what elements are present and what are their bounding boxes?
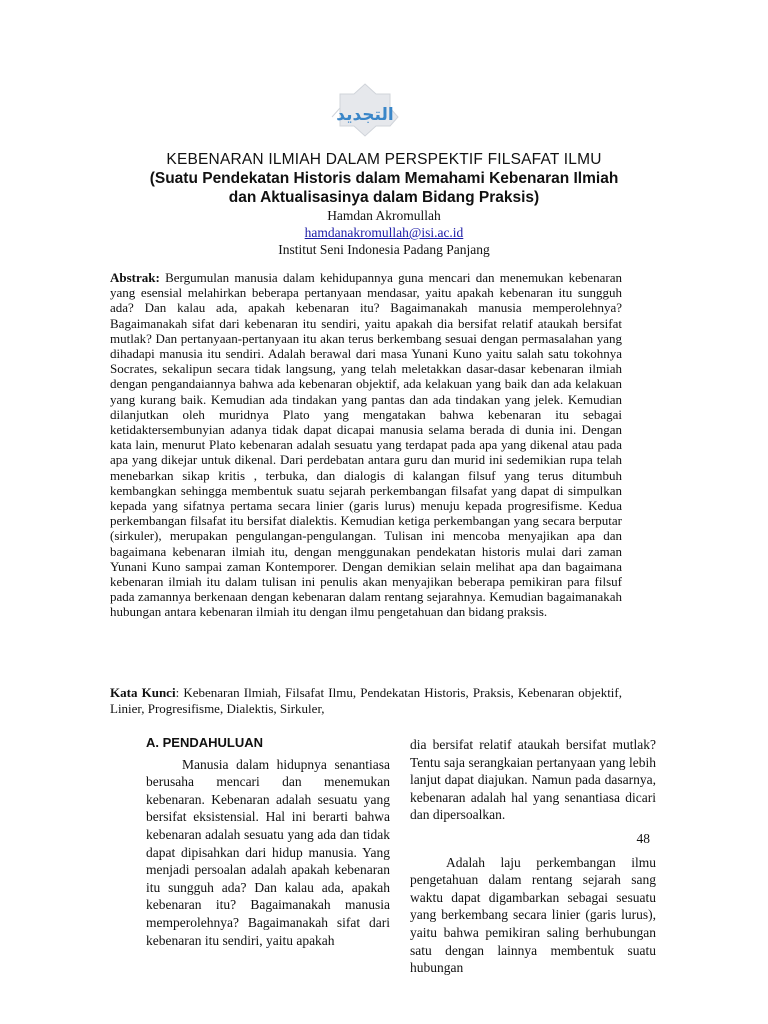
journal-logo <box>330 82 400 140</box>
body-paragraph: Manusia dalam hidupnya senantiasa berusaha mencari dan menemukan kebenaran. Kebenaran adalah sesuatu yang bersifat eksistensial. Hal ini berarti bahwa kebenaran adalah sesuatu yang ada dan tidak dapat dipisahkan dari hidup manusia. Yang menjadi persoalan adalah apakah kebenaran itu sungguh ada? Dan kalau ada, apakah kebenaran itu? Bagaimanakah manusia memperolehnya? Bagaimanakah sifat dari kebenaran itu sendiri, yaitu apakah <box>146 756 390 948</box>
logo-text: التجديد <box>336 105 394 125</box>
author-email-link[interactable]: hamdanakromullah@isi.ac.id <box>304 225 464 240</box>
paper-subtitle-line2: dan Aktualisasinya dalam Bidang Praksis) <box>228 189 540 206</box>
page-number: 48 <box>636 830 650 846</box>
title-block <box>60 150 708 258</box>
author-name: Hamdan Akromullah <box>327 208 441 223</box>
abstract <box>110 270 622 620</box>
keywords <box>110 685 622 717</box>
abstract-label: Abstrak: <box>110 270 160 285</box>
body-paragraph: dia bersifat relatif ataukah bersifat mutlak? Tentu saja serangkaian pertanyaan yang lebih lanjut dapat diajukan. Namun pada dasarnya, kebenaran adalah hal yang senantiasa dicari dan dipersoalkan. <box>410 737 656 823</box>
body-column-right <box>410 736 656 977</box>
body-paragraph: Adalah laju perkembangan ilmu pengetahuan dalam rentang sejarah sang waktu dapat digambarkan sebagai sesuatu yang berkembang secara linier (garis lurus), yaitu bahwa pemikiran saling berhubungan satu dengan lainnya membentuk suatu hubungan <box>410 854 656 976</box>
paper-title: KEBENARAN ILMIAH DALAM PERSPEKTIF FILSAFAT ILMU <box>166 151 602 168</box>
paper-subtitle-line1: (Suatu Pendekatan Historis dalam Memahami Kebenaran Ilmiah <box>149 170 619 187</box>
keywords-label: Kata Kunci <box>110 685 176 700</box>
abstract-text: Bergumulan manusia dalam kehidupannya guna mencari dan menemukan kebenaran yang esensial melahirkan beberapa pertanyaan mendasar, yaitu apakah kebenaran itu sungguh ada? Dan kalau ada, apakah kebenaran itu? Bagaimanakah manusia memperolehnya? Bagaimanakah sifat dari kebenaran itu sendiri, yaitu apakah dia bersifat relatif ataukah bersifat mutlak? Dan pertanyaan-pertanyaan itu akan terus berkembang sesuai dengan permasalahan yang dihadapi manusia itu sendiri. Adalah berawal dari masa Yunani Kuno yaitu salah satu tokohnya Socrates, sekalipun secara tidak langsung, yang telah meletakkan dasar-dasar kebenaran ilmiah dengan pengandaiannya bahwa ada kebenaran objektif, ada kelakuan yang baik dan ada kelakuan yang kurang baik. Kemudian ada tindakan yang pantas dan ada tindakan yang jelek. Kemudian dilanjutkan oleh muridnya Plato yang mengatakan bahwa kebenaran itu sebagai ketidaktersembunyian adanya tidak dapat dicapai manusia selama berada di dunia ini. Dengan kata lain, menurut Plato kebenaran adalah sesuatu yang terdapat pada apa yang dikenal atau pada apa yang dikejar untuk dikenal. Dari perdebatan antara guru dan murid ini sedemikian rupa telah menebarkan sikap kritis , terbuka, dan dialogis di kalangan filsuf yang terus ditumbuh kembangkan sehingga membentuk suatu sejarah perkembangan filsafat yang dapat di simpulkan kepada yang sifatnya pertama secara linier (garis lurus) menuju kepada progresifisme. Kedua perkembangan filsafat itu bersifat dialektis. Kemudian ketiga perkembangan yang secara berputar (sirkuler), merupakan pengulangan-pengulangan. Tulisan ini mencoba menyajikan apa dan bagaimana kebenaran ilmiah itu, dengan menggunakan pendekatan historis mulai dari zaman Yunani Kuno sampai zaman Kontemporer. Dengan demikian selain melihat apa dan bagaimana kebenaran ilmiah itu dalam tulisan ini penulis akan menyajikan beberapa pemikiran para filsuf pada zamannya berkenaan dengan kebenaran dalam rentang sejarahnya. Kemudian bagaimanakah hubungan antara kebenaran ilmiah itu dengan ilmu pengetahuan dan bidang praksis. <box>110 270 622 620</box>
author-institution: Institut Seni Indonesia Padang Panjang <box>278 242 490 257</box>
section-heading: A. PENDAHULUAN <box>146 735 263 750</box>
keywords-text: : Kebenaran Ilmiah, Filsafat Ilmu, Pendekatan Historis, Praksis, Kebenaran objektif, Linier, Progresifisme, Dialektis, Sirkuler, <box>110 685 622 716</box>
body-column-left <box>146 734 390 949</box>
